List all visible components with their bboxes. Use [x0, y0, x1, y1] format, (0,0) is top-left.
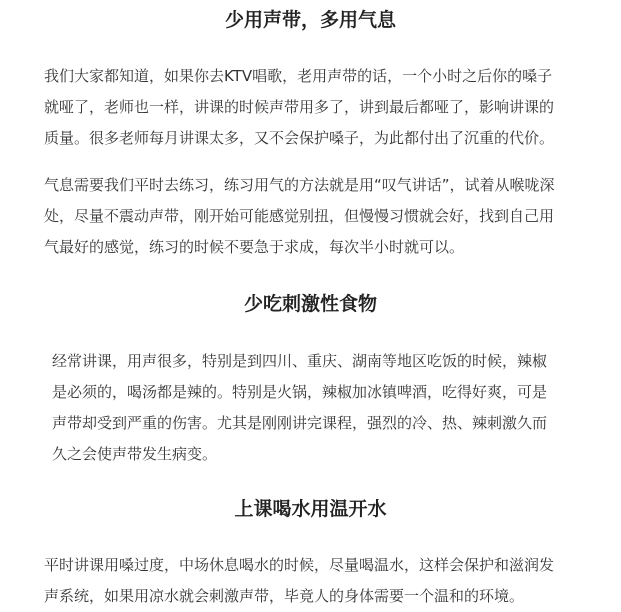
- paragraph-line: 经常讲课，用声很多，特别是到四川、重庆、湖南等地区吃饭的时候，辣椒: [52, 352, 548, 370]
- paragraph-line: 平时讲课用嗓过度，中场休息喝水的时候，尽量喝温水，这样会保护和滋润发: [44, 556, 555, 574]
- paragraph-line: 处，尽量不震动声带，刚开始可能感觉别扭，但慢慢习惯就会好，找到自己用: [44, 207, 555, 225]
- paragraph-line: 就哑了，老师也一样，讲课的时候声带用多了，讲到最后都哑了，影响讲课的: [44, 98, 555, 116]
- paragraph-line: 声系统，如果用凉水就会刺激声带，毕竟人的身体需要一个温和的环境。: [44, 587, 525, 605]
- section-heading: 上课喝水用温开水: [234, 498, 387, 520]
- paragraph-line: 久之会使声带发生病变。: [52, 445, 218, 463]
- section-heading: 少用声带，多用气息: [224, 9, 396, 31]
- paragraph-line: 我们大家都知道，如果你去KTV唱歌，老用声带的话，一个小时之后你的嗓子: [44, 67, 553, 85]
- paragraph: [52, 346, 587, 470]
- section-heading: 少吃刺激性食物: [243, 293, 377, 315]
- paragraph: [44, 550, 589, 612]
- paragraph-line: 质量。很多老师每月讲课太多，又不会保护嗓子，为此都付出了沉重的代价。: [44, 129, 555, 147]
- paragraph: [44, 61, 589, 154]
- paragraph-line: 是必须的，喝汤都是辣的。特别是火锅，辣椒加冰镇啤酒，吃得好爽，可是: [52, 383, 548, 401]
- paragraph: [44, 170, 589, 263]
- paragraph-line: 声带却受到严重的伤害。尤其是刚刚讲完课程，强烈的冷、热、辣刺激久而: [52, 414, 548, 432]
- paragraph-line: 气最好的感觉，练习的时候不要急于求成，每次半小时就可以。: [44, 238, 465, 256]
- paragraph-line: 气息需要我们平时去练习，练习用气的方法就是用“叹气讲话”，试着从喉咙深: [44, 176, 555, 194]
